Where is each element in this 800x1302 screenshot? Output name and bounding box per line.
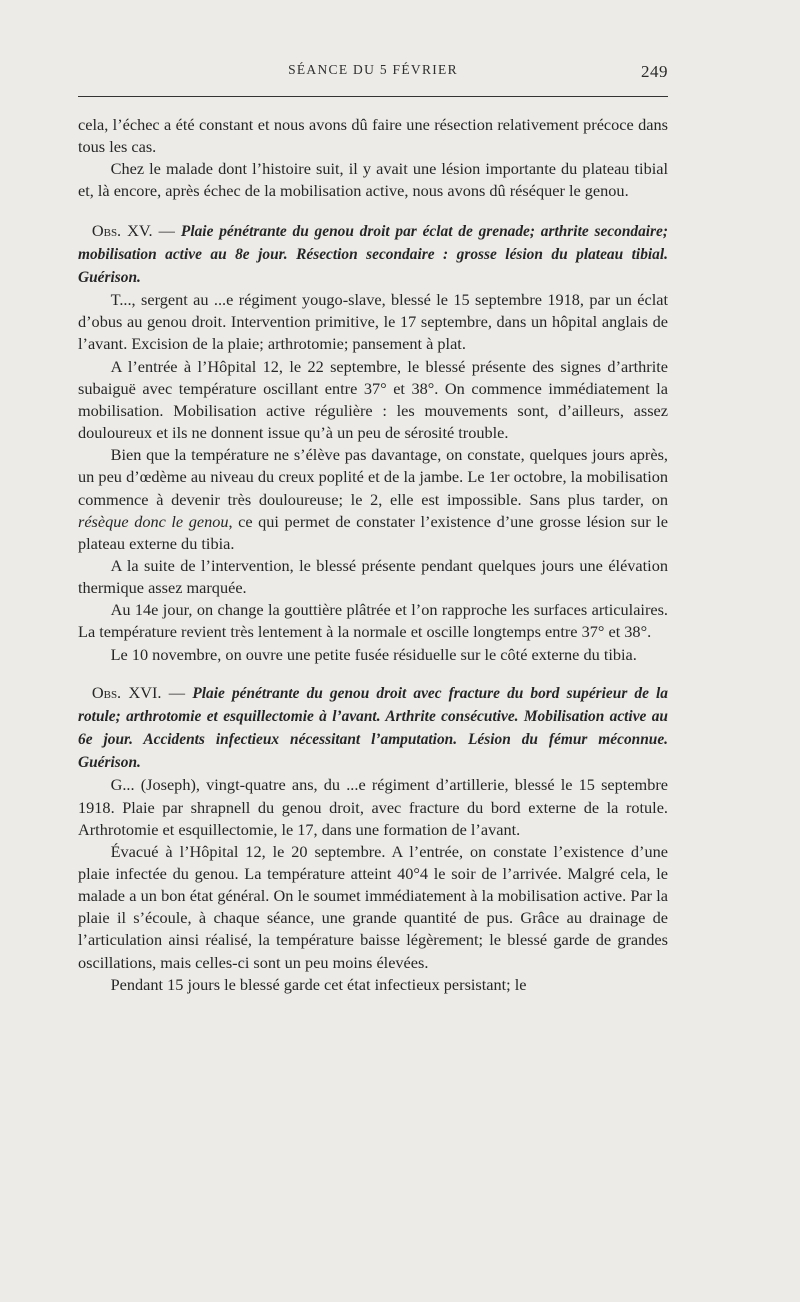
paragraph-case-15-history: T..., sergent au ...e régiment yougo-slave, blessé le 15 septembre 1918, par un éclat d’obus au genou droit. Intervention primitive, le 17 septembre, dans un hôpital anglais de l’avant. Excision de la plaie; arthrotomie; pansement à plat. — [78, 290, 668, 354]
paragraph-case-15-resection — [78, 444, 668, 555]
observation-15-label: Obs. XV. — — [91, 220, 181, 240]
paragraph-case-15-post-op: A la suite de l’intervention, le blessé présente pendant quelques jours une élévation thermique assez marquée. — [78, 555, 668, 598]
page-body — [78, 114, 668, 996]
paragraph-case-15-resection-a: Bien que la température ne s’élève pas davantage, on constate, quelques jours après, un peu d’œdème au niveau du creux poplité et de la jambe. Le 1er octobre, la mobilisation commence à devenir très douloureuse; le 2, elle est impossible. Sans plus tarder, on — [78, 445, 668, 509]
paragraph-case-16-admission: Évacué à l’Hôpital 12, le 20 septembre. A l’entrée, on constate l’existence d’une plaie infectée du genou. La température atteint 40°4 le soir de l’arrivée. Malgré cela, le malade a un bon état général. On le soumet immédiatement à la mobilisation active. Par la plaie il s’écoule, à chaque séance, une grande quantité de pus. Grâce au drainage de l’articulation ainsi réalisé, la température baisse légèrement; le blessé garde de grandes oscillations, mais celles-ci sont un peu moins élevées. — [78, 841, 668, 972]
paragraph-case-15-day-14: Au 14e jour, on change la gouttière plâtrée et l’on rapproche les surfaces articulaires. La température revient très lentement à la normale et oscille longtemps entre 37° et 38°. — [78, 600, 668, 642]
observation-16-title: Plaie pénétrante du genou droit avec fracture du bord supérieur de la rotule; arthrotomie et esquillectomie à l’avant. Arthrite consécutive. Mobilisation active au 6e jour. Accidents infectieux nécessitant l’amputation. Lésion du fémur méconnue. Guérison. — [78, 684, 668, 772]
paragraph-case-15-november: Le 10 novembre, on ouvre une petite fusée résiduelle sur le côté externe du tibia. — [110, 644, 637, 664]
observation-15-title: Plaie pénétrante du genou droit par éclat de grenade; arthrite secondaire; mobilisation active au 8e jour. Résection secondaire : grosse lésion du plateau tibial. Guérison. — [78, 222, 668, 286]
paragraph-case-15-resection-emphasis: résèque donc le genou — [78, 511, 229, 531]
paragraph-case-16-continuation: Pendant 15 jours le blessé garde cet état infectieux persistant; le — [110, 974, 527, 994]
paragraph-continuation: cela, l’échec a été constant et nous avons dû faire une résection relativement précoce dans tous les cas. — [78, 115, 668, 157]
paragraph-case-16-history: G... (Joseph), vingt-quatre ans, du ...e régiment d’artillerie, blessé le 15 septembre 1918. Plaie par shrapnell du genou droit, avec fracture du bord externe de la rotule. Arthrotomie et esquillectomie, le 17, dans une formation de l’avant. — [78, 775, 668, 839]
header-rule — [78, 96, 668, 97]
spacer — [78, 203, 668, 220]
paragraph-case-15-admission: A l’entrée à l’Hôpital 12, le 22 septembre, le blessé présente des signes d’arthrite subaiguë avec température oscillant entre 37° et 38°. On commence immédiatement la mobilisation. Mobilisation active régulière : les mouvements sont, d’ailleurs, assez douloureux et ils ne donnent issue qu’à un peu de sérosité trouble. — [78, 356, 668, 443]
observation-16-heading — [78, 682, 668, 775]
observation-15-heading — [78, 220, 668, 289]
running-head: SÉANCE DU 5 FÉVRIER — [288, 62, 458, 77]
page-number: 249 — [641, 62, 668, 81]
paragraph-intro: Chez le malade dont l’histoire suit, il y avait une lésion importante du plateau tibial et, là encore, après échec de la mobilisation active, nous avons dû réséquer le genou. — [78, 159, 668, 201]
observation-16-label: Obs. XVI. — — [91, 682, 193, 702]
spacer — [78, 666, 668, 682]
paragraph-case-15-resection-b: , ce qui permet de constater l’existence d’une grosse lésion sur le plateau externe du tibia. — [78, 511, 669, 553]
page-header — [78, 62, 668, 84]
